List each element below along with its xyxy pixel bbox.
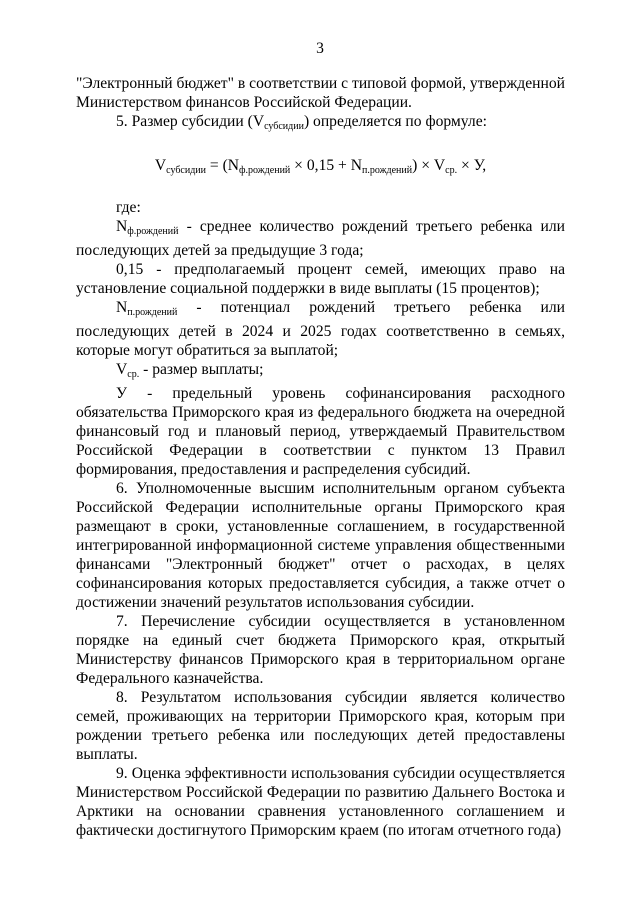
document-body: [76, 74, 565, 840]
definition-nf: [76, 217, 565, 260]
paragraph-8: 8. Результатом использования субсидии является количество семей, проживающих на территории Приморского края, которым при рождении третьего ребенка или последующих детей предоставлены выплаты.: [76, 689, 565, 763]
page-number: 3: [316, 40, 324, 57]
definition-vcp-text: - размер выплаты;: [139, 361, 264, 378]
where-label: где:: [116, 199, 141, 216]
definition-np-text: - потенциал рождений третьего ребенка или последующих детей в 2024 и 2025 годах соответственно в семьях, которые могут обратиться за выплатой;: [76, 299, 565, 359]
definition-np: [76, 298, 565, 360]
formula-mid: × 0,15 + N: [290, 157, 363, 174]
definition-np-subscript: п.рождений: [127, 307, 178, 318]
definition-vcp: [76, 360, 565, 384]
definition-nf-subscript: ф.рождений: [127, 226, 179, 237]
definition-nf-text: - среднее количество рождений третьего ребенка или последующих детей за предыдущие 3 года;: [76, 218, 565, 259]
formula-nf-subscript: ф.рождений: [239, 165, 291, 176]
formula-end: × У,: [457, 157, 487, 174]
formula-v: V: [154, 157, 167, 174]
formula-mid2: ) × V: [412, 157, 446, 174]
definition-nf-symbol: N: [116, 218, 128, 235]
definition-015: 0,15 - предполагаемый процент семей, имеющих право на установление социальной поддержки в виде выплаты (15 процентов);: [76, 261, 565, 297]
formula-vcp-subscript: ср.: [445, 165, 458, 176]
paragraph-continuation: "Электронный бюджет" в соответствии с типовой формой, утвержденной Министерством финансов Российской Федерации.: [76, 75, 565, 111]
definition-np-symbol: N: [116, 299, 128, 316]
definition-vcp-subscript: ср.: [127, 369, 140, 380]
formula-v-subscript: субсидии: [166, 165, 206, 176]
paragraph-9: 9. Оценка эффективности использования субсидии осуществляется Министерством Российской Федерации по развитию Дальнего Востока и Арктики на основании сравнения установленного соглашением и фактически достигнутого Приморским краем (по итогам отчетного года): [76, 765, 565, 839]
subsidy-formula: [76, 156, 565, 180]
paragraph-5: [76, 112, 565, 136]
paragraph-5-subscript: субсидии: [264, 121, 304, 132]
definition-vcp-symbol: V: [116, 361, 128, 378]
paragraph-5-pre: 5. Размер субсидии (V: [116, 113, 265, 130]
formula-np-subscript: п.рождений: [362, 165, 413, 176]
definition-u: У - предельный уровень софинансирования расходного обязательства Приморского края из федерального бюджета на очередной финансовый год и плановый период, утверждаемый Правительством Российской Федерации в соответствии с пунктом 13 Правил формирования, предоставления и распределения субсидий.: [76, 385, 565, 478]
paragraph-7: 7. Перечисление субсидии осуществляется в установленном порядке на единый счет бюджета Приморского края, открытый Министерству финансов Приморского края в территориальном органе Федерального казначейства.: [76, 613, 565, 687]
formula-eq: = (N: [206, 157, 240, 174]
paragraph-6: 6. Уполномоченные высшим исполнительным органом субъекта Российской Федерации исполнительные органы Приморского края размещают в сроки, установленные соглашением, в государственной интегрированной информационной системе управления общественными финансами "Электронный бюджет" отчет о расходах, в целях софинансирования которых предоставляется субсидия, а также отчет о достижении значений результатов использования субсидии.: [76, 480, 565, 611]
paragraph-5-post: ) определяется по формуле:: [303, 113, 487, 130]
